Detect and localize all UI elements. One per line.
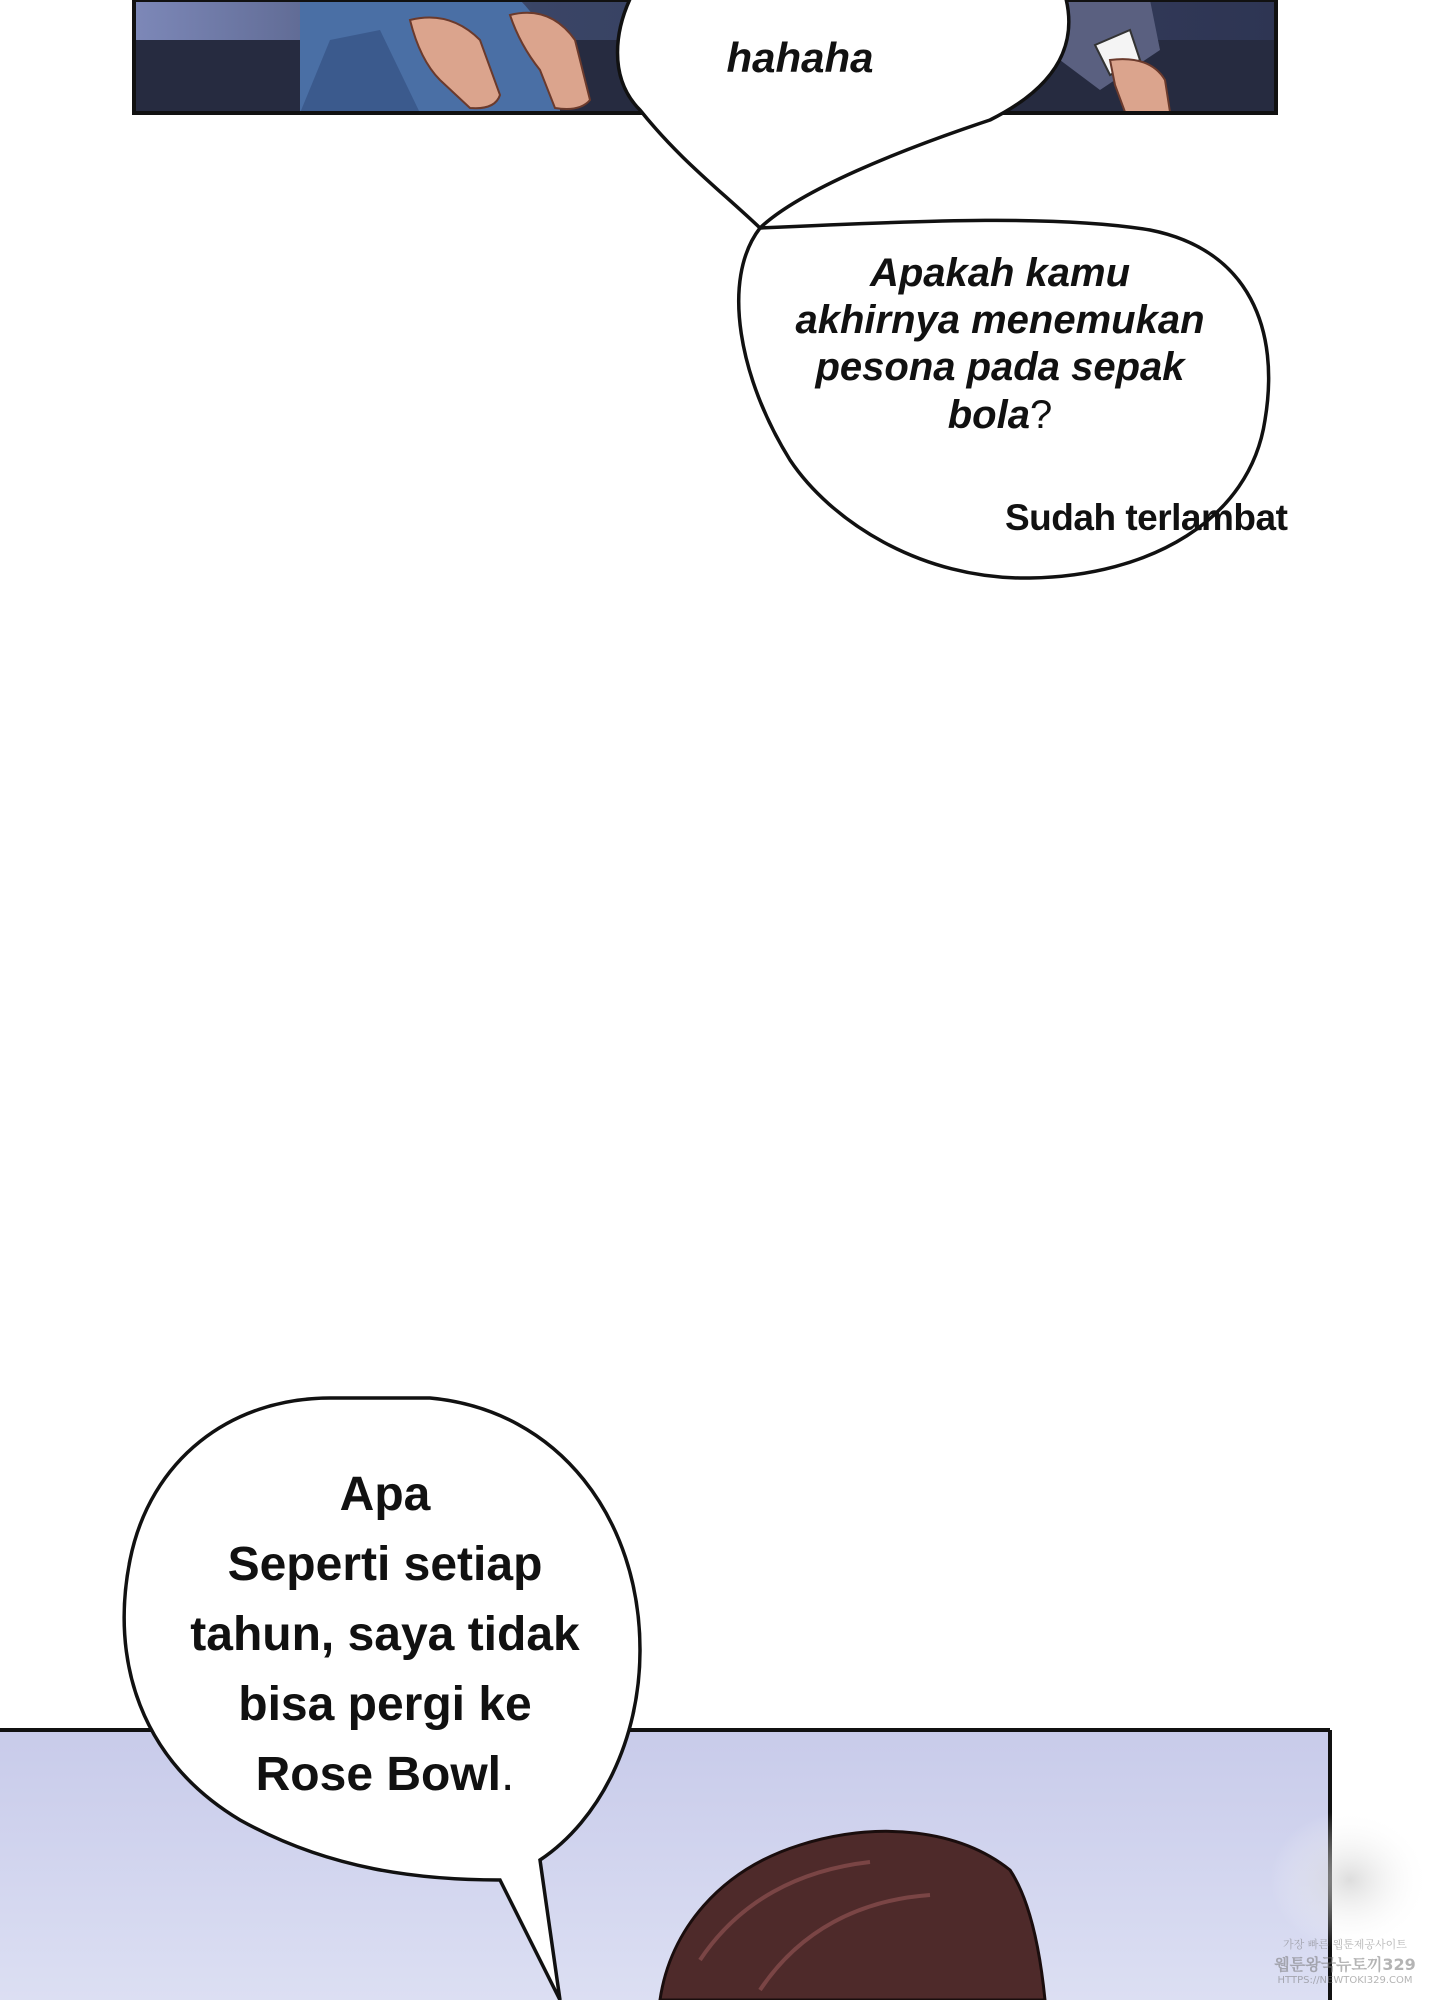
reply-line-5 [115, 1740, 655, 1810]
watermark-line-3: HTTPS://NEWTOKI329.COM [1277, 1975, 1413, 1986]
question-line-4 [770, 392, 1230, 439]
caption-text: Sudah terlambat [1005, 497, 1288, 538]
question-line-2: akhirnya menemukan [795, 298, 1205, 343]
watermark-line-1: 가장 빠른 웹툰제공사이트 [1283, 1938, 1407, 1951]
bubble-reply-text [115, 1460, 655, 1810]
question-last-word: bola [947, 392, 1030, 437]
reply-period: . [501, 1748, 515, 1802]
question-line-1: Apakah kamu [869, 251, 1131, 295]
reply-last-word: Rose Bowl [255, 1748, 502, 1802]
reply-line-2: Seperti setiap [227, 1538, 543, 1592]
bubble-laugh-text: hahaha [726, 34, 874, 81]
bubble-question-text [770, 250, 1230, 439]
watermark [1250, 1936, 1440, 1986]
reply-line-4: bisa pergi ke [238, 1678, 532, 1732]
reply-line-1: Apa [339, 1468, 431, 1521]
watermark-line-2: 웹툰왕국뉴토끼329 [1274, 1955, 1416, 1974]
question-mark: ? [1029, 392, 1053, 437]
reply-line-3: tahun, saya tidak [190, 1608, 580, 1662]
question-line-3: pesona pada sepak [815, 345, 1185, 390]
